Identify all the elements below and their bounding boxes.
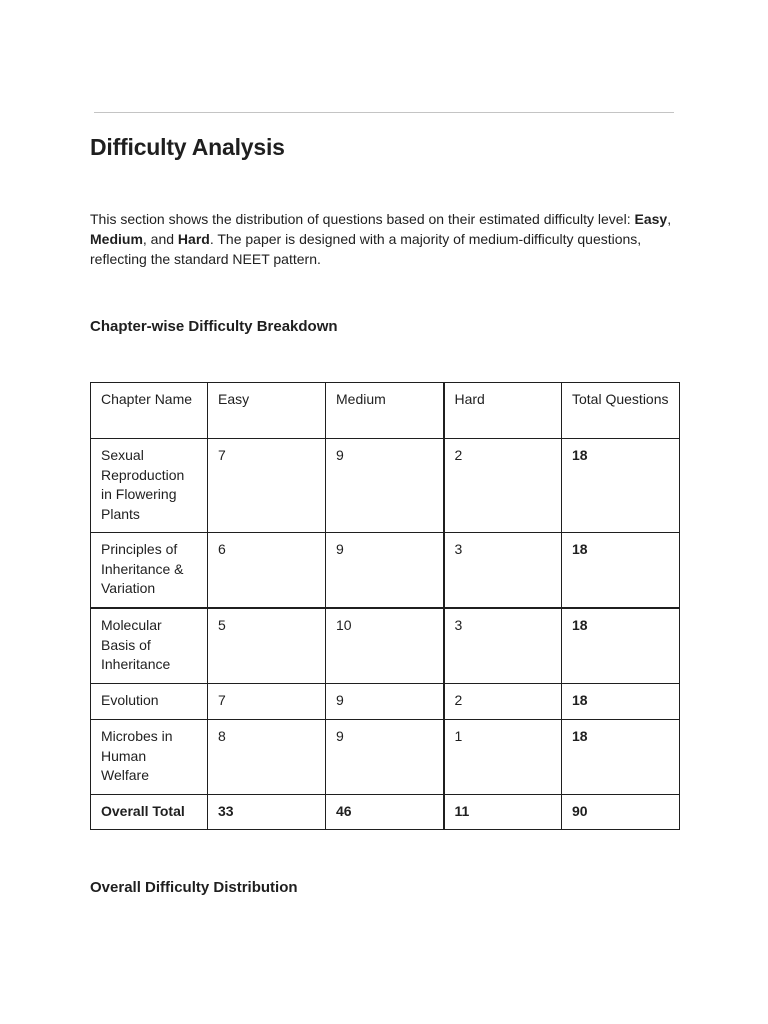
table-total-row [91,794,680,830]
cell-total: 18 [562,533,680,609]
cell-chapter: Sexual Reproduction in Flowering Plants [91,439,208,533]
table-row [91,608,680,684]
header-hard: Hard [444,383,562,439]
table-row [91,720,680,795]
total-hard: 11 [444,794,562,830]
section-title: Difficulty Analysis [90,134,285,160]
cell-hard: 3 [444,533,562,609]
total-easy: 33 [208,794,326,830]
section-intro [90,209,680,269]
cell-easy: 5 [208,608,326,684]
header-medium: Medium [326,383,444,439]
total-overall: 90 [562,794,680,830]
cell-total: 18 [562,720,680,795]
total-medium: 46 [326,794,444,830]
intro-text-end: . The paper is designed with a majority of medium-difficulty questions, reflecting the standard NEET pattern. [90,231,642,267]
intro-hard-label: Hard [177,231,210,247]
cell-chapter: Molecular Basis of Inheritance [91,608,208,684]
table-row [91,533,680,609]
horizontal-divider [94,112,674,113]
cell-medium: 9 [326,439,444,533]
table-row [91,684,680,720]
breakdown-heading: Chapter-wise Difficulty Breakdown [90,318,338,335]
header-total-questions: Total Questions [562,383,680,439]
table-header-row [91,383,680,439]
header-easy: Easy [208,383,326,439]
cell-hard: 2 [444,439,562,533]
cell-medium: 10 [326,608,444,684]
cell-hard: 1 [444,720,562,795]
table-row [91,439,680,533]
cell-easy: 6 [208,533,326,609]
header-chapter-name: Chapter Name [91,383,208,439]
cell-hard: 2 [444,684,562,720]
difficulty-breakdown-table [90,382,680,830]
cell-medium: 9 [326,533,444,609]
cell-hard: 3 [444,608,562,684]
cell-total: 18 [562,684,680,720]
cell-medium: 9 [326,684,444,720]
intro-separator-2: , and [142,231,178,247]
cell-chapter: Evolution [91,684,208,720]
total-label: Overall Total [91,794,208,830]
cell-easy: 7 [208,439,326,533]
distribution-heading: Overall Difficulty Distribution [90,879,298,896]
intro-separator-1: , [667,211,672,227]
cell-total: 18 [562,608,680,684]
intro-text-start: This section shows the distribution of questions based on their estimated difficulty level: [90,211,635,227]
intro-easy-label: Easy [634,211,668,227]
cell-easy: 7 [208,684,326,720]
cell-chapter: Principles of Inheritance & Variation [91,533,208,609]
cell-total: 18 [562,439,680,533]
cell-chapter: Microbes in Human Welfare [91,720,208,795]
cell-easy: 8 [208,720,326,795]
intro-medium-label: Medium [90,231,143,247]
cell-medium: 9 [326,720,444,795]
